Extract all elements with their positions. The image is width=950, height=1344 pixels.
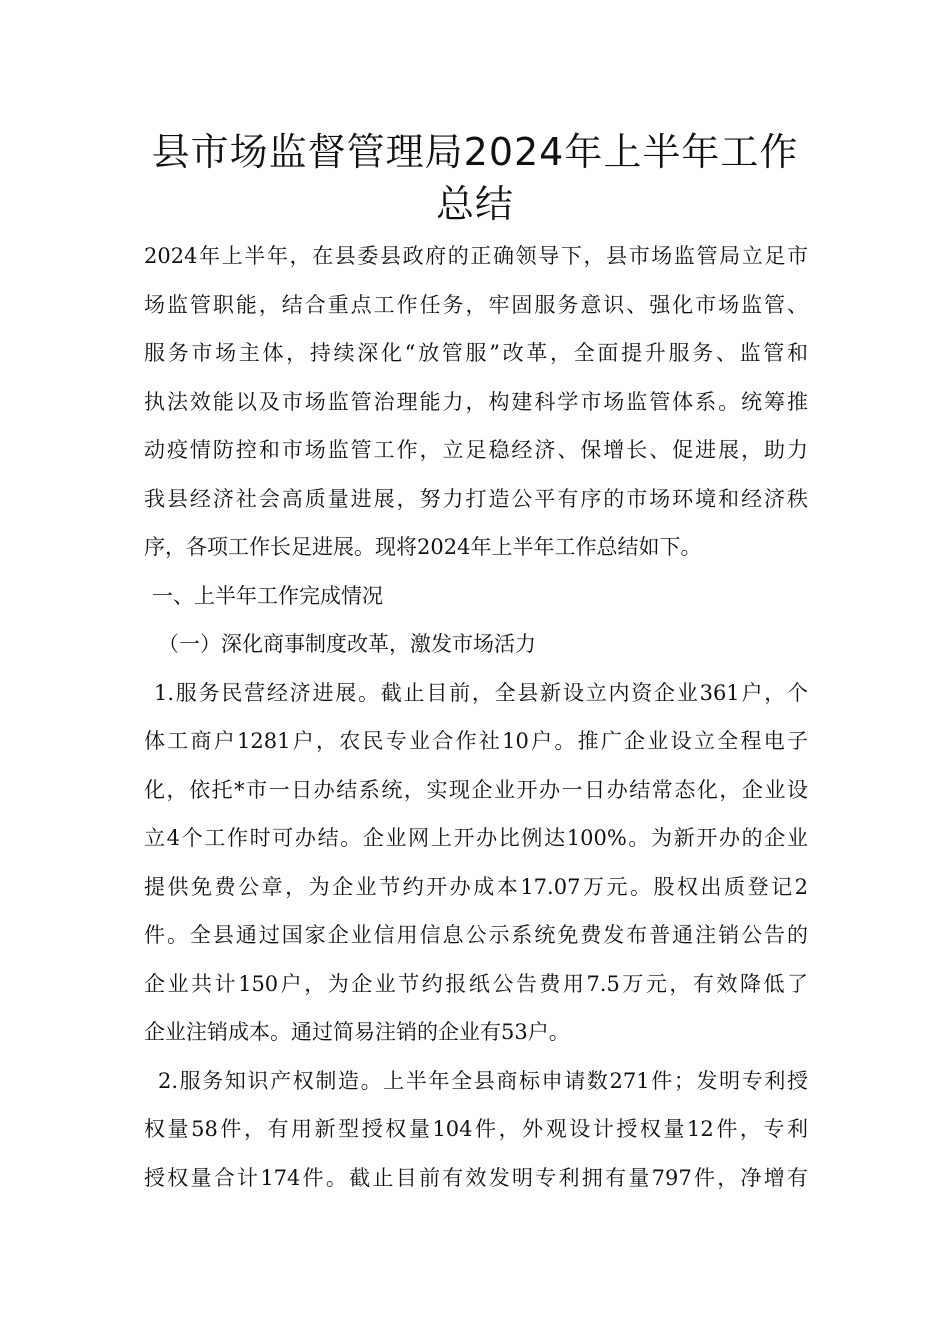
- paragraph-line: 1.服务民营经济进展。截止目前，全县新设立内资企业361户，个: [154, 680, 808, 705]
- paragraph-line: 2.服务知识产权制造。上半年全县商标申请数271件；发明专利授: [158, 1068, 808, 1093]
- paragraph-line: 体工商户1281户，农民专业合作社10户。推广企业设立全程电子: [144, 729, 808, 753]
- paragraph-line: 企业注销成本。通过简易注销的企业有53户。: [144, 1020, 570, 1044]
- document-title-line-1: 县市场监督管理局2024年上半年工作: [151, 130, 799, 174]
- paragraph-line: 2024年上半年，在县委县政府的正确领导下，县市场监管局立足市: [144, 244, 808, 268]
- paragraph-line: 服务市场主体，持续深化“放管服”改革，全面提升服务、监管和: [144, 341, 808, 365]
- document-body: [144, 232, 808, 1202]
- paragraph-line: 立4个工作时可办结。企业网上开办比例达100%。为新开办的企业: [144, 826, 808, 850]
- subsection-heading: （一）深化商事制度改革，激发市场活力: [158, 632, 536, 656]
- paragraph-line: 权量58件，有用新型授权量104件，外观设计授权量12件，专利: [144, 1117, 808, 1141]
- paragraph-line: 企业共计150户，为企业节约报纸公告费用7.5万元，有效降低了: [144, 971, 808, 996]
- paragraph-line: 提供免费公章，为企业节约开办成本17.07万元。股权出质登记2: [144, 874, 808, 899]
- paragraph-line: 执法效能以及市场监管治理能力，构建科学市场监管体系。统筹推: [144, 389, 808, 414]
- paragraph-line: 化，依托*市一日办结系统，实现企业开办一日办结常态化，企业设: [144, 777, 808, 802]
- paragraph-line: 序，各项工作长足进展。现将2024年上半年工作总结如下。: [144, 535, 702, 559]
- paragraph-line: 授权量合计174件。截止目前有效发明专利拥有量797件，净增有: [144, 1165, 808, 1190]
- paragraph-line: 件。全县通过国家企业信用信息公示系统免费发布普通注销公告的: [144, 923, 808, 947]
- document-title-line-2: 总结: [435, 182, 514, 226]
- section-heading: 一、上半年工作完成情况: [152, 583, 383, 608]
- paragraph-line: 场监管职能，结合重点工作任务，牢固服务意识、强化市场监管、: [144, 292, 808, 317]
- paragraph-line: 我县经济社会高质量进展，努力打造公平有序的市场环境和经济秩: [144, 486, 808, 511]
- paragraph-line: 动疫情防控和市场监管工作，立足稳经济、保增长、促进展，助力: [144, 438, 808, 462]
